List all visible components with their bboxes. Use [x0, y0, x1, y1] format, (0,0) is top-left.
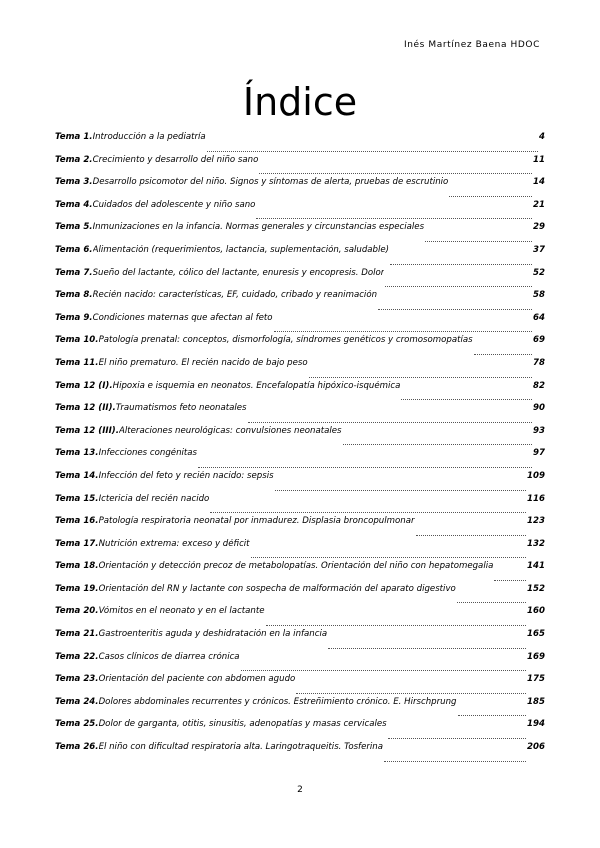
toc-entry-page: 82	[533, 380, 545, 391]
toc-entry-title: El niño prematuro. El recién nacido de bajo peso	[98, 357, 308, 368]
toc-leader-dots	[378, 309, 532, 310]
toc-entry-title: Dolor de garganta, otitis, sinusitis, adenopatías y masas cervicales	[98, 719, 387, 730]
toc-entry[interactable]	[55, 561, 545, 584]
toc-entry-page: 160	[527, 606, 545, 617]
toc-entry-page: 37	[533, 244, 545, 255]
toc-entry[interactable]	[55, 177, 545, 200]
toc-entry-page: 185	[527, 696, 545, 707]
toc-entry[interactable]	[55, 606, 545, 629]
toc-entry-title: Orientación del RN y lactante con sospecha de malformación del aparato digestivo	[98, 583, 456, 594]
toc-entry-title: Orientación del paciente con abdomen agudo	[98, 674, 296, 685]
toc-entry-number: Tema 11.	[55, 357, 99, 368]
toc-entry-title: Alimentación (requerimientos, lactancia, suplementación, saludable)	[92, 244, 390, 255]
toc-entry-number: Tema 15.	[55, 493, 99, 504]
toc-entry[interactable]	[55, 358, 545, 381]
toc-entry-number: Tema 22.	[55, 651, 99, 662]
toc-leader-dots	[474, 354, 532, 355]
toc-entry-page: 132	[527, 538, 545, 549]
toc-entry[interactable]	[55, 313, 545, 336]
toc-leader-dots	[210, 512, 526, 513]
toc-entry[interactable]	[55, 629, 545, 652]
toc-entry-page: 58	[533, 290, 545, 301]
table-of-contents	[55, 132, 545, 765]
toc-entry-page: 64	[533, 312, 545, 323]
toc-entry-number: Tema 12 (III).	[55, 425, 119, 436]
toc-entry-page: 165	[527, 629, 545, 640]
toc-entry-number: Tema 13.	[55, 448, 99, 459]
toc-entry-number: Tema 2.	[55, 154, 93, 165]
toc-entry[interactable]	[55, 742, 545, 765]
toc-entry-title: Recién nacido: características, EF, cuidado, cribado y reanimación	[92, 290, 378, 301]
toc-entry-page: 109	[527, 470, 545, 481]
toc-entry-title: Casos clínicos de diarrea crónica	[98, 651, 240, 662]
toc-entry-page: 78	[533, 357, 545, 368]
toc-entry-page: 206	[527, 742, 545, 753]
toc-entry-title: Cuidados del adolescente y niño sano	[92, 199, 256, 210]
toc-entry-number: Tema 10.	[55, 335, 99, 346]
toc-entry-title: Orientación y detección precoz de metabolopatías. Orientación del niño con hepatomegalia	[98, 561, 494, 572]
toc-leader-dots	[385, 286, 532, 287]
toc-leader-dots	[328, 648, 526, 649]
toc-entry-title: Sueño del lactante, cólico del lactante, enuresis y encopresis. Dolor	[92, 267, 385, 278]
toc-leader-dots	[309, 377, 532, 378]
toc-entry-page: 69	[533, 335, 545, 346]
toc-entry[interactable]	[55, 539, 545, 562]
page-header-author: Inés Martínez Baena HDOC	[403, 40, 540, 50]
toc-entry-page: 93	[533, 425, 545, 436]
toc-entry-page: 29	[533, 222, 545, 233]
toc-entry-page: 4	[539, 132, 545, 142]
toc-leader-dots	[449, 196, 532, 197]
toc-entry-number: Tema 7.	[55, 267, 93, 278]
page-title: Índice	[242, 80, 358, 124]
toc-entry-number: Tema 12 (II).	[55, 403, 116, 414]
toc-leader-dots	[274, 331, 532, 332]
toc-entry[interactable]	[55, 132, 545, 155]
toc-entry[interactable]	[55, 494, 545, 517]
toc-entry[interactable]	[55, 290, 545, 313]
toc-entry[interactable]	[55, 674, 545, 697]
toc-entry[interactable]	[55, 200, 545, 223]
toc-entry-title: Gastroenteritis aguda y deshidratación en la infancia	[98, 629, 328, 640]
toc-entry-number: Tema 1.	[55, 132, 93, 142]
toc-leader-dots	[259, 173, 532, 174]
toc-entry-title: El niño con dificultad respiratoria alta. Laringotraqueitis. Tosferina	[98, 742, 384, 753]
toc-entry-page: 123	[527, 516, 545, 527]
toc-entry-page: 21	[533, 199, 545, 210]
toc-entry-page: 97	[533, 448, 545, 459]
toc-entry-number: Tema 4.	[55, 199, 93, 210]
page-number: 2	[297, 785, 303, 795]
toc-entry-page: 175	[527, 674, 545, 685]
toc-entry-title: Hipoxia e isquemia en neonatos. Encefalopatía hipóxico-isquémica	[112, 380, 401, 391]
toc-entry[interactable]	[55, 697, 545, 720]
toc-entry-page: 116	[527, 493, 545, 504]
toc-leader-dots	[416, 535, 527, 536]
toc-entry[interactable]	[55, 652, 545, 675]
toc-entry-number: Tema 12 (I).	[55, 380, 113, 391]
toc-leader-dots	[458, 715, 527, 716]
toc-entry[interactable]	[55, 516, 545, 539]
toc-entry-title: Patología prenatal: conceptos, dismorfología, síndromes genéticos y cromosomopatías	[98, 335, 473, 346]
toc-entry-number: Tema 23.	[55, 674, 99, 685]
toc-entry-number: Tema 25.	[55, 719, 99, 730]
toc-entry[interactable]	[55, 381, 545, 404]
toc-entry-title: Introducción a la pediatría	[92, 132, 206, 142]
toc-leader-dots	[494, 580, 526, 581]
toc-entry-number: Tema 6.	[55, 244, 93, 255]
toc-entry-title: Dolores abdominales recurrentes y crónicos. Estreñimiento crónico. E. Hirschprung	[98, 696, 457, 707]
toc-leader-dots	[275, 490, 526, 491]
toc-leader-dots	[401, 399, 532, 400]
toc-entry-title: Traumatismos feto neonatales	[115, 403, 247, 414]
toc-entry-number: Tema 21.	[55, 629, 99, 640]
toc-leader-dots	[251, 557, 526, 558]
toc-entry-title: Crecimiento y desarrollo del niño sano	[92, 154, 259, 165]
toc-entry-page: 141	[527, 561, 545, 572]
toc-entry-title: Vómitos en el neonato y en el lactante	[98, 606, 265, 617]
toc-leader-dots	[390, 264, 532, 265]
toc-leader-dots	[241, 670, 526, 671]
toc-entry-title: Ictericia del recién nacido	[98, 493, 210, 504]
toc-entry-page: 11	[533, 154, 545, 165]
toc-entry-page: 14	[533, 177, 545, 188]
toc-entry[interactable]	[55, 719, 545, 742]
toc-entry[interactable]	[55, 245, 545, 268]
toc-entry-number: Tema 5.	[55, 222, 93, 233]
toc-leader-dots	[207, 151, 538, 152]
toc-entry[interactable]	[55, 448, 545, 471]
toc-entry[interactable]	[55, 335, 545, 358]
toc-leader-dots	[457, 602, 526, 603]
toc-entry-title: Desarrollo psicomotor del niño. Signos y síntomas de alerta, pruebas de escrutinio	[92, 177, 449, 188]
toc-entry-number: Tema 19.	[55, 583, 99, 594]
toc-entry-title: Patología respiratoria neonatal por inmadurez. Displasia broncopulmonar	[98, 516, 415, 527]
toc-entry-number: Tema 16.	[55, 516, 99, 527]
toc-entry-page: 194	[527, 719, 545, 730]
toc-entry-page: 169	[527, 651, 545, 662]
toc-entry-number: Tema 3.	[55, 177, 93, 188]
toc-entry-number: Tema 20.	[55, 606, 99, 617]
toc-entry[interactable]	[55, 584, 545, 607]
toc-entry-number: Tema 17.	[55, 538, 99, 549]
toc-entry-title: Infección del feto y recién nacido: sepsis	[98, 470, 274, 481]
toc-entry[interactable]	[55, 155, 545, 178]
toc-leader-dots	[425, 241, 532, 242]
toc-leader-dots	[256, 218, 532, 219]
toc-entry-page: 152	[527, 583, 545, 594]
toc-entry-page: 52	[533, 267, 545, 278]
toc-entry-title: Alteraciones neurológicas: convulsiones neonatales	[119, 425, 342, 436]
toc-leader-dots	[198, 467, 532, 468]
toc-entry[interactable]	[55, 222, 545, 245]
toc-entry-title: Inmunizaciones en la infancia. Normas generales y circunstancias especiales	[92, 222, 425, 233]
toc-entry-number: Tema 26.	[55, 742, 99, 753]
toc-entry-page: 90	[533, 403, 545, 414]
toc-entry[interactable]	[55, 268, 545, 291]
toc-entry-number: Tema 8.	[55, 290, 93, 301]
toc-entry[interactable]	[55, 403, 545, 426]
toc-leader-dots	[266, 625, 527, 626]
toc-entry-number: Tema 18.	[55, 561, 99, 572]
toc-entry-number: Tema 24.	[55, 696, 99, 707]
toc-entry[interactable]	[55, 426, 545, 449]
toc-entry-title: Condiciones maternas que afectan al feto	[92, 312, 273, 323]
toc-entry-title: Infecciones congénitas	[98, 448, 198, 459]
toc-leader-dots	[343, 444, 533, 445]
toc-entry-number: Tema 9.	[55, 312, 93, 323]
toc-leader-dots	[388, 738, 526, 739]
toc-leader-dots	[296, 693, 526, 694]
toc-entry-number: Tema 14.	[55, 470, 99, 481]
toc-leader-dots	[384, 761, 526, 762]
toc-entry-title: Nutrición extrema: exceso y déficit	[98, 538, 250, 549]
toc-leader-dots	[248, 422, 533, 423]
toc-entry[interactable]	[55, 471, 545, 494]
